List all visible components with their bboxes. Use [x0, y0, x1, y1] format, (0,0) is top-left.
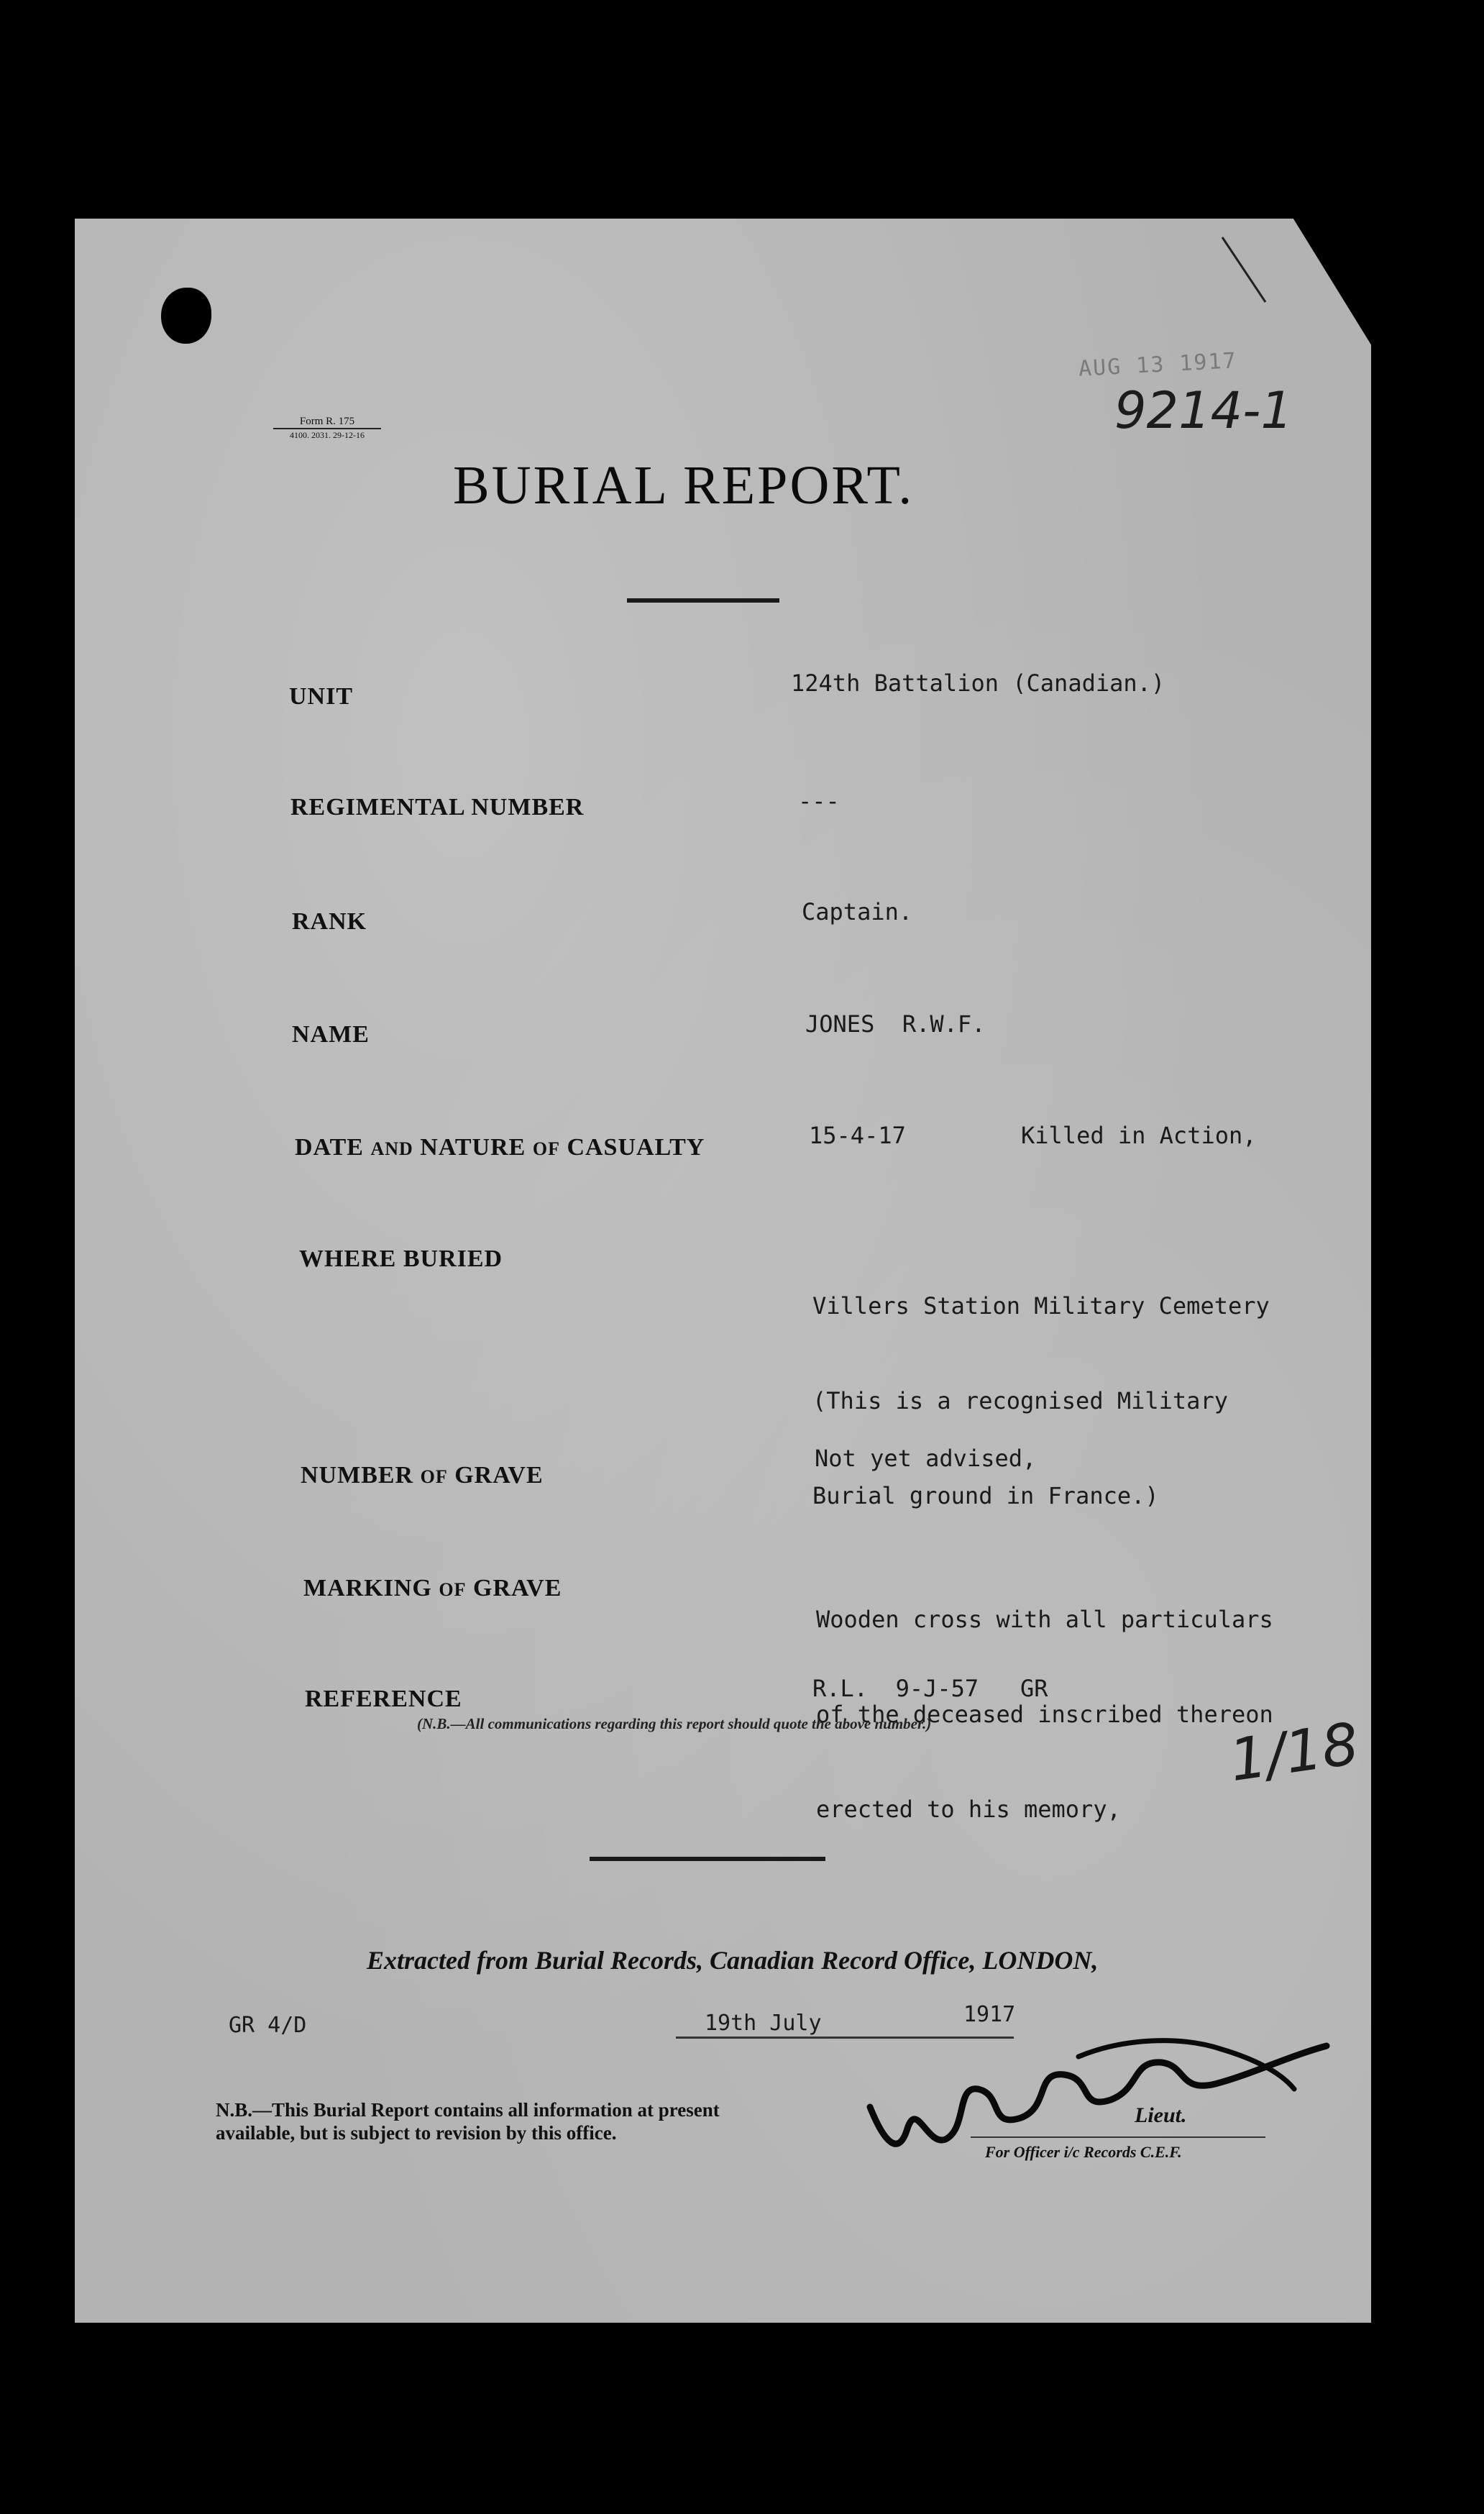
label-part: AND: [370, 1138, 413, 1159]
value-line: Burial ground in France.): [812, 1482, 1159, 1509]
value-line: Wooden cross with all particulars: [816, 1606, 1273, 1633]
value-name: JONES R.W.F.: [805, 1010, 986, 1038]
label-part: OF: [439, 1579, 467, 1600]
label-part: NUMBER: [301, 1462, 414, 1489]
value-line: Villers Station Military Cemetery: [812, 1292, 1270, 1320]
form-number: Form R. 175: [299, 416, 355, 427]
label-part: GRAVE: [454, 1462, 544, 1489]
label-part: MARKING: [303, 1575, 432, 1601]
label-unit: UNIT: [289, 683, 354, 710]
value-reference: R.L. 9-J-57 GR: [812, 1675, 1048, 1702]
label-part: GRAVE: [473, 1575, 562, 1601]
label-rank: RANK: [292, 908, 367, 935]
label-where-buried: WHERE BURIED: [299, 1245, 503, 1272]
footer-date: 19th July: [705, 2011, 822, 2036]
reference-note: (N.B.—All communications regarding this report should quote the above number.): [417, 1715, 932, 1732]
footer-code: GR 4/D: [229, 2013, 307, 2038]
file-number: 9214-1: [1114, 381, 1293, 440]
value-rank: Captain.: [802, 898, 913, 925]
label-part: CASUALTY: [567, 1134, 705, 1161]
extracted-from-note: Extracted from Burial Records, Canadian Record Office, LONDON,: [367, 1946, 1099, 1975]
value-number-of-grave: Not yet advised,: [815, 1445, 1037, 1472]
signature-title: Lieut.: [1135, 2103, 1187, 2127]
label-part: OF: [420, 1466, 448, 1487]
label-name: NAME: [292, 1021, 370, 1048]
label-reference: REFERENCE: [305, 1686, 462, 1712]
nb-notice: N.B.—This Burial Report contains all information at present available, but is subject to revision by this office.: [216, 2099, 720, 2144]
print-code: 4100. 2031. 29-12-16: [273, 428, 381, 442]
label-part: DATE: [295, 1134, 364, 1161]
value-regimental-number: ---: [798, 787, 840, 815]
handwritten-mark: 1/18: [1225, 1709, 1363, 1795]
value-line: erected to his memory,: [816, 1796, 1121, 1823]
value-unit: 124th Battalion (Canadian.): [791, 669, 1165, 697]
value-line: (This is a recognised Military: [812, 1387, 1228, 1414]
value-line: of the deceased inscribed thereon: [816, 1701, 1273, 1728]
page-title: BURIAL REPORT.: [453, 455, 915, 516]
signature-caption: For Officer i/c Records C.E.F.: [985, 2143, 1182, 2161]
fold-line: [1222, 237, 1265, 302]
label-part: OF: [532, 1138, 560, 1159]
footer-year: 1917: [963, 2002, 1016, 2027]
value-casualty-date: 15-4-17: [809, 1122, 906, 1149]
value-casualty-nature: Killed in Action,: [1021, 1122, 1257, 1149]
label-regimental-number: REGIMENTAL NUMBER: [290, 794, 585, 821]
label-part: NATURE: [420, 1134, 526, 1161]
date-stamp: AUG 13 1917: [1078, 348, 1238, 382]
